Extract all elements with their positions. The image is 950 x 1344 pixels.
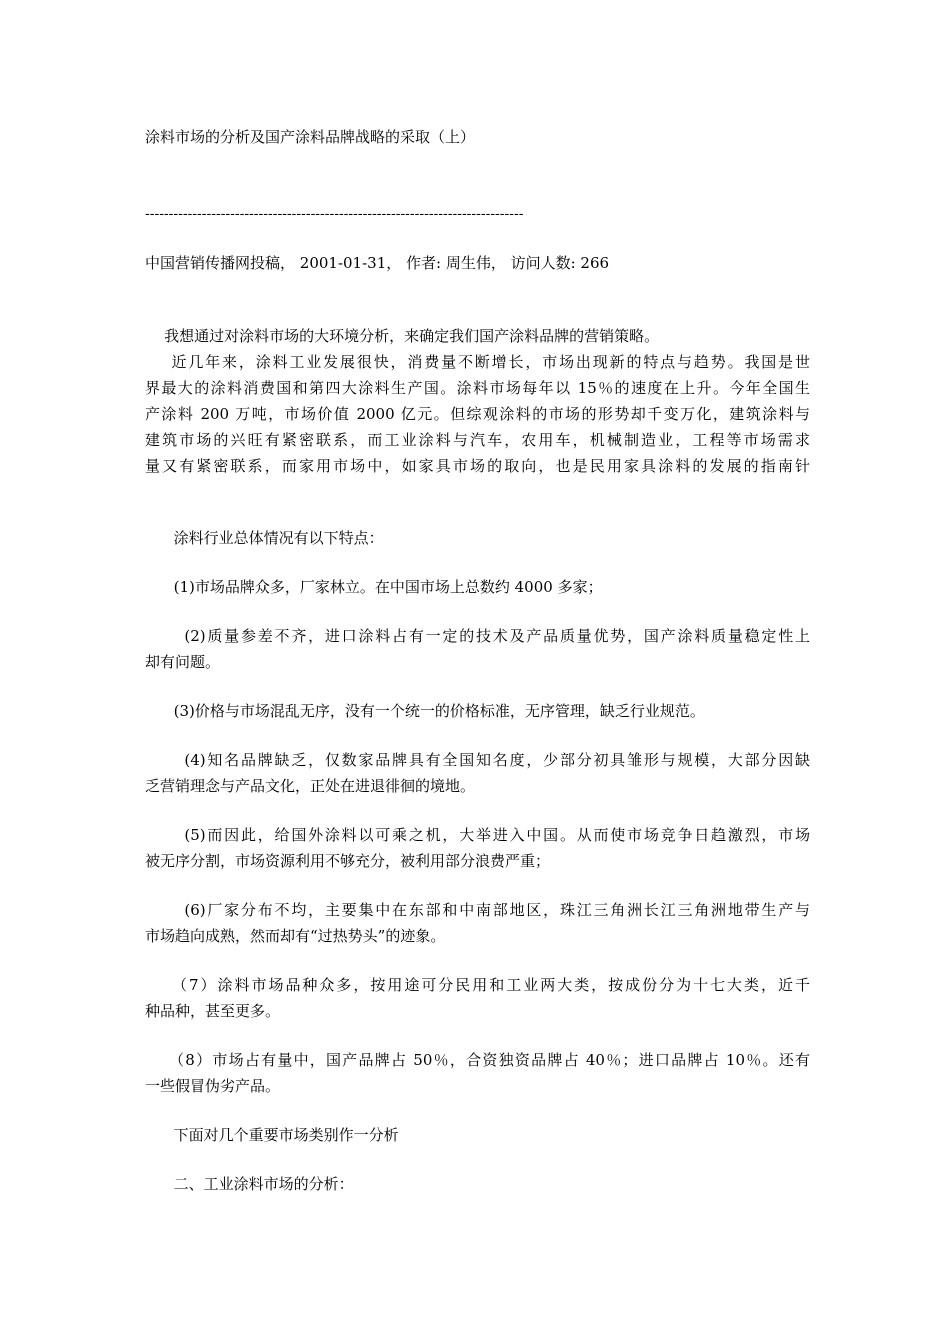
feature-item-3: (3)价格与市场混乱无序，没有一个统一的价格标准，无序管理，缺乏行业规范。 — [145, 702, 705, 720]
feature-item-5-cont: 被无序分割，市场资源利用不够充分，被利用部分浪费严重； — [145, 852, 551, 870]
divider-line: -------------------------------------------------------------------------------- — [145, 206, 524, 222]
feature-item-2: (2)质量参差不齐，进口涂料占有一定的技术及产品质量优势，国产涂料质量稳定性上 — [145, 627, 810, 645]
paragraph-line: 量又有紧密联系，而家用市场中，如家具市场的取向，也是民用家具涂料的发展的指南针 — [145, 457, 810, 475]
feature-item-2-cont: 却有问题。 — [145, 653, 221, 671]
feature-item-6: (6)厂家分布不均，主要集中在东部和中南部地区，珠江三角洲长江三角洲地带生产与 — [145, 901, 810, 919]
feature-item-8: （8）市场占有量中，国产品牌占 50％，合资独资品牌占 40％；进口品牌占 10％。还有 — [145, 1051, 810, 1069]
paragraph-line: 产涂料 200 万吨，市场价值 2000 亿元。但综观涂料的市场的形势却千变万化，建筑涂料与 — [145, 405, 810, 423]
paragraph-line: 近几年来，涂料工业发展很快，消费量不断增长，市场出现新的特点与趋势。我国是世 — [145, 353, 810, 371]
intro-paragraph: 我想通过对涂料市场的大环境分析，来确定我们国产涂料品牌的营销策略。 — [145, 327, 660, 345]
feature-item-8-cont: 一些假冒伪劣产品。 — [145, 1077, 281, 1095]
paragraph-line: 建筑市场的兴旺有紧密联系，而工业涂料与汽车，农用车，机械制造业，工程等市场需求 — [145, 431, 810, 449]
section-heading: 二、工业涂料市场的分析： — [145, 1175, 354, 1193]
feature-item-4: (4)知名品牌缺乏，仅数家品牌具有全国知名度，少部分初具雏形与规模，大部分因缺 — [145, 751, 810, 769]
feature-item-7: （7）涂料市场品种众多，按用途可分民用和工业两大类，按成份分为十七大类，近千 — [145, 976, 810, 994]
next-section-intro: 下面对几个重要市场类别作一分析 — [145, 1126, 399, 1144]
paragraph-line: 界最大的涂料消费国和第四大涂料生产国。涂料市场每年以 15％的速度在上升。今年全国生 — [145, 379, 810, 397]
feature-item-4-cont: 乏营销理念与产品文化，正处在进退徘徊的境地。 — [145, 777, 476, 795]
article-meta: 中国营销传播网投稿， 2001-01-31， 作者: 周生伟， 访问人数: 266 — [145, 254, 610, 272]
feature-item-1: (1)市场品牌众多，厂家林立。在中国市场上总数约 4000 多家； — [145, 578, 603, 596]
feature-item-6-cont: 市场趋向成熟，然而却有“过热势头”的迹象。 — [145, 927, 446, 945]
article-title: 涂料市场的分析及国产涂料品牌战略的采取（上） — [145, 128, 476, 146]
feature-item-7-cont: 种品种，甚至更多。 — [145, 1002, 281, 1020]
feature-item-5: (5)而因此，给国外涂料以可乘之机，大举进入中国。从而使市场竞争日趋激烈，市场 — [145, 826, 810, 844]
features-intro: 涂料行业总体情况有以下特点： — [145, 529, 384, 547]
